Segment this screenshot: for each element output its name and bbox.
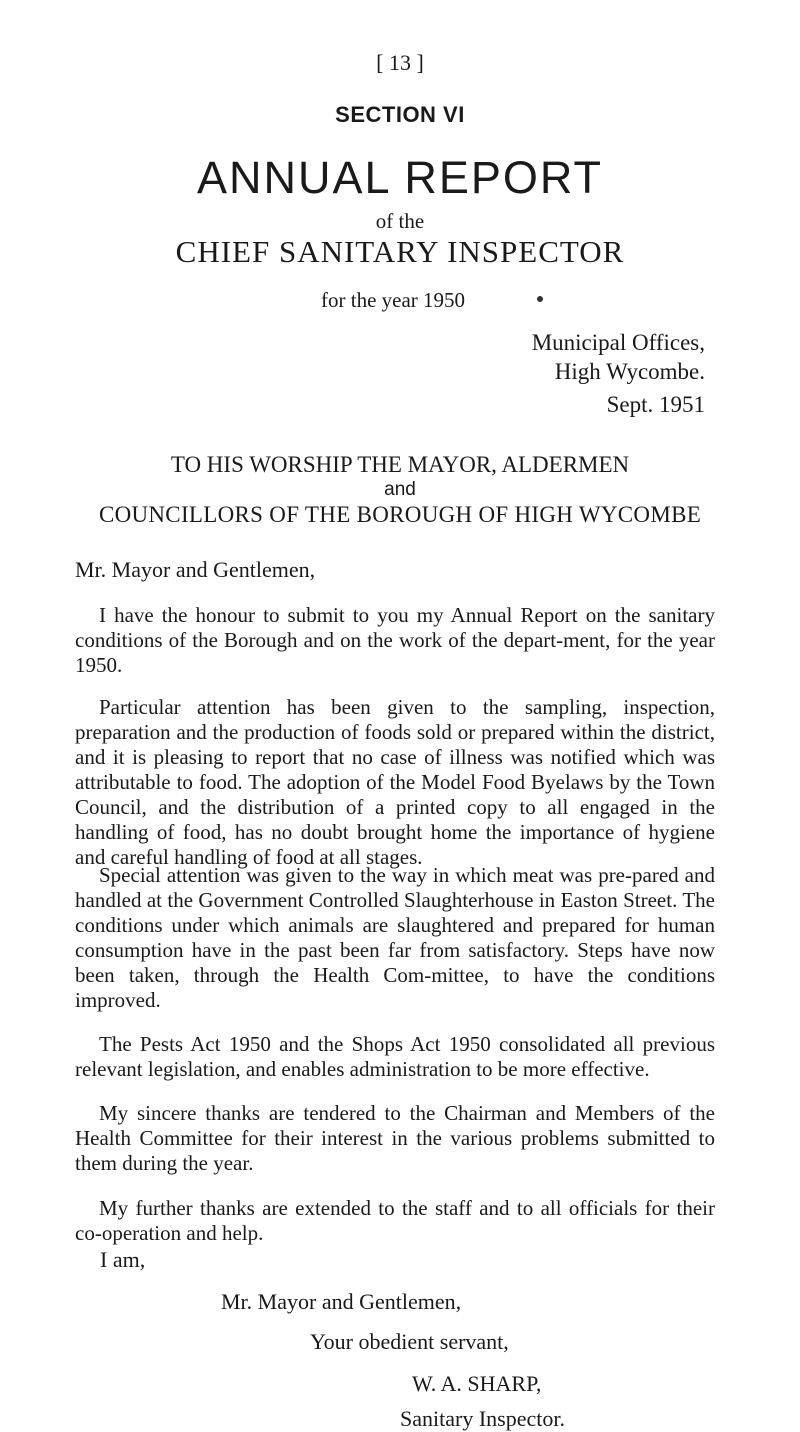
paragraph-thanks-staff: My further thanks are extended to the staff and to all officials for their co-operation and help. bbox=[75, 1196, 715, 1245]
closing-servant: Your obedient servant, bbox=[310, 1329, 509, 1354]
ink-speck bbox=[537, 296, 543, 302]
section-heading: SECTION VI bbox=[335, 102, 465, 127]
salutation: Mr. Mayor and Gentlemen, bbox=[75, 557, 316, 582]
paragraph-intro: I have the honour to submit to you my Annual Report on the sanitary conditions of the Borough and on the work of the depart-ment, for the year 1950. bbox=[75, 603, 715, 677]
paragraph-thanks-committee: My sincere thanks are tendered to the Chairman and Members of the Health Committee for their interest in the various problems submitted to them during the year. bbox=[75, 1101, 715, 1175]
addressee-line-2: COUNCILLORS OF THE BOROUGH OF HIGH WYCOMBE bbox=[98, 502, 702, 527]
signatory-title: Sanitary Inspector. bbox=[400, 1406, 565, 1431]
signatory-name: W. A. SHARP, bbox=[412, 1371, 542, 1396]
report-date: Sept. 1951 bbox=[606, 392, 705, 417]
addressee-and: and bbox=[384, 479, 416, 500]
address-line-1: Municipal Offices, bbox=[531, 330, 705, 355]
closing-i-am: I am, bbox=[100, 1247, 146, 1272]
address-line-2: High Wycombe. bbox=[554, 359, 705, 384]
paragraph-slaughterhouse: Special attention was given to the way in which meat was pre-pared and handled at the Government Controlled Slaughterhouse in Easton Street. The conditions under which animals are slaughtered and prepared for human consumption have in the past been far from satisfactory. Steps have now been taken, through the Health Com-mittee, to have the conditions improved. bbox=[75, 863, 715, 1012]
closing-salutation: Mr. Mayor and Gentlemen, bbox=[221, 1289, 462, 1314]
page-number: [ 13 ] bbox=[376, 50, 424, 75]
title-connector: of the bbox=[375, 209, 425, 233]
report-year: for the year 1950 bbox=[321, 288, 466, 312]
report-title: ANNUAL REPORT bbox=[196, 152, 604, 203]
report-subtitle: CHIEF SANITARY INSPECTOR bbox=[175, 234, 625, 269]
paragraph-legislation: The Pests Act 1950 and the Shops Act 1950 consolidated all previous relevant legislation, and enables administration to be more effective. bbox=[75, 1032, 715, 1081]
paragraph-food: Particular attention has been given to the sampling, inspection, preparation and the production of foods sold or prepared within the district, and it is pleasing to report that no case of illness was notified which was attributable to food. The adoption of the Model Food Byelaws by the Town Council, and the distribution of a printed copy to all engaged in the handling of food, has no doubt brought home the importance of hygiene and careful handling of food at all stages. bbox=[75, 695, 715, 869]
addressee-line-1: TO HIS WORSHIP THE MAYOR, ALDERMEN bbox=[170, 452, 630, 477]
